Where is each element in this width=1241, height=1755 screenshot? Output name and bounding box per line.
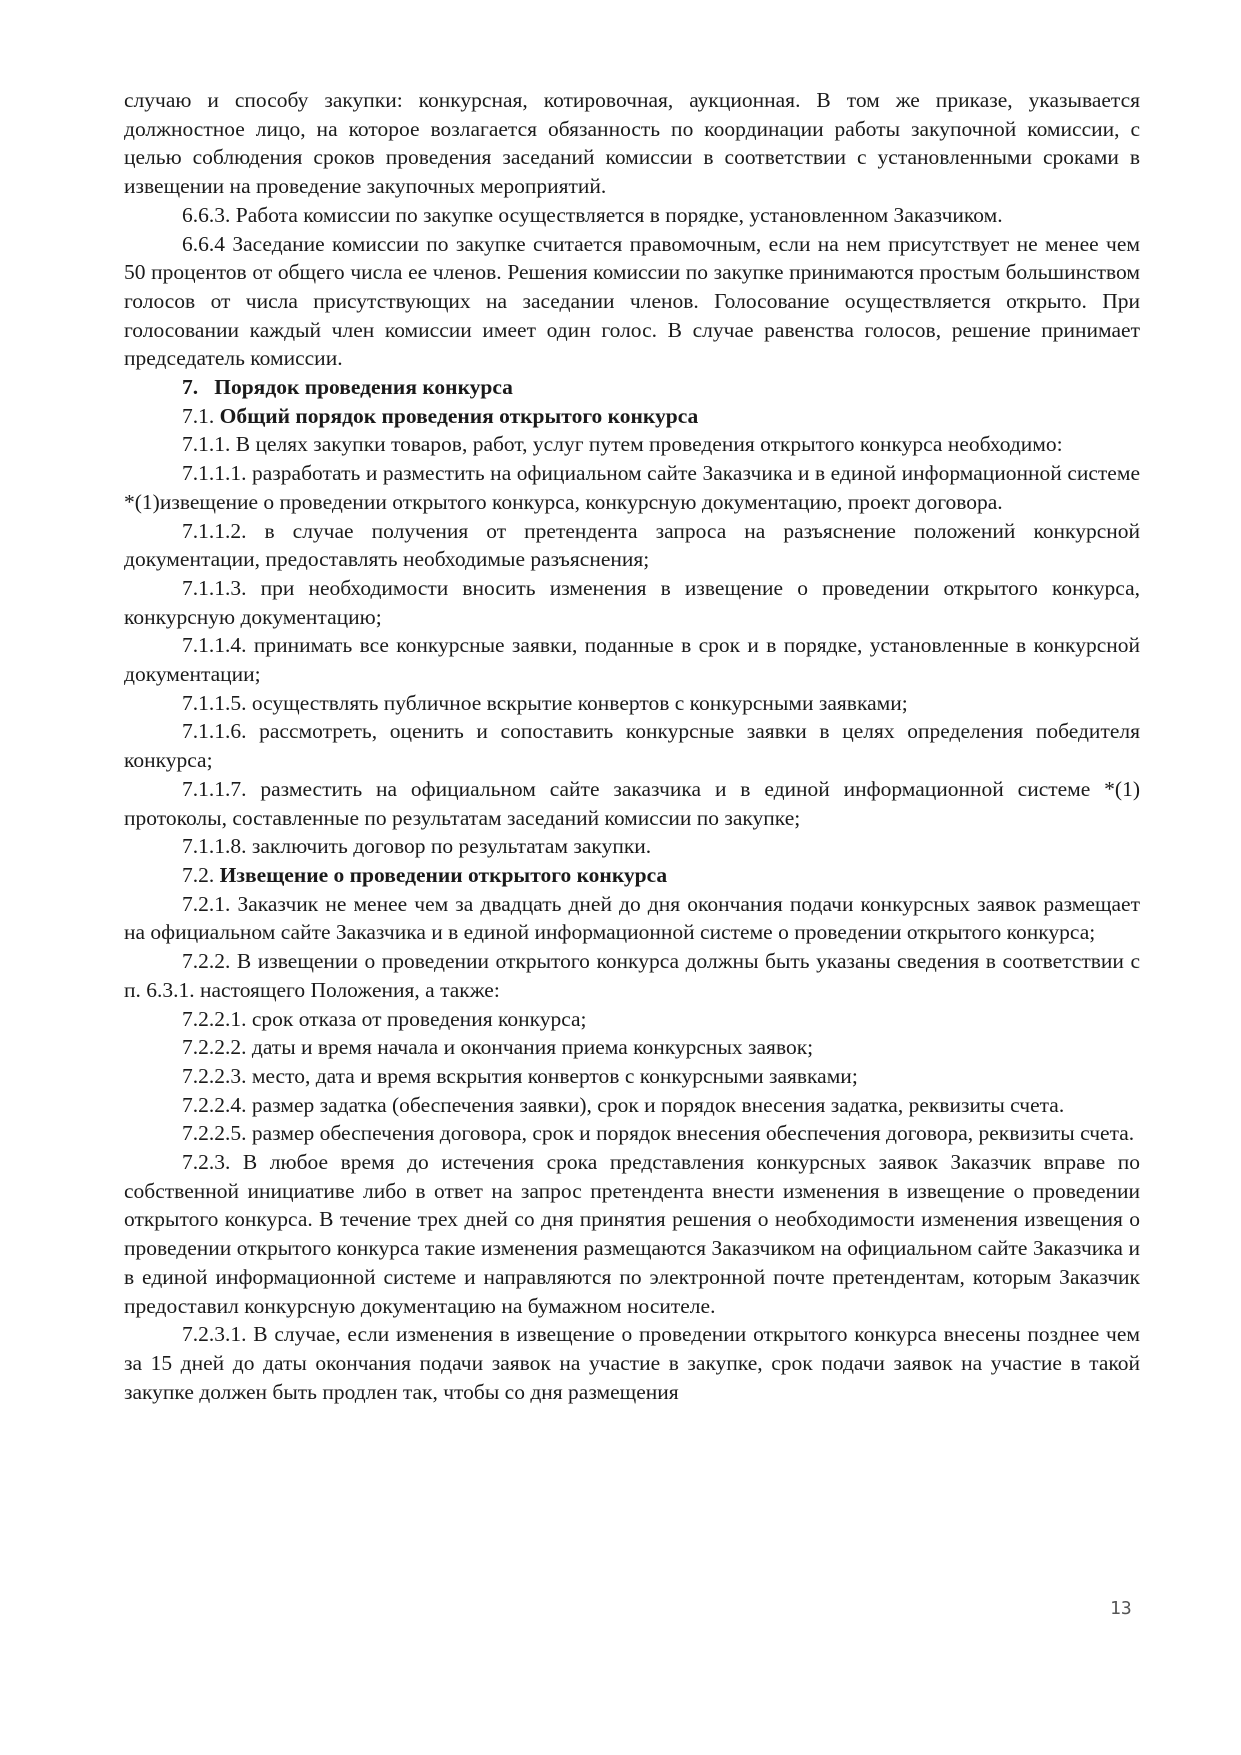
subsection-heading-7-1 xyxy=(124,402,1140,431)
subsection-number: 7.2. xyxy=(182,862,215,887)
paragraph-6-6-3: 6.6.3. Работа комиссии по закупке осуществляется в порядке, установленном Заказчиком. xyxy=(182,202,1003,227)
paragraph-7-2-2-1: 7.2.2.1. срок отказа от проведения конкурса; xyxy=(182,1006,587,1031)
paragraph-7-1-1-1: 7.1.1.1. разработать и разместить на официальном сайте Заказчика и в единой информационной системе *(1)извещение о проведении открытого конкурса, конкурсную документацию, проект договора. xyxy=(124,461,1140,514)
paragraph-6-6-4: 6.6.4 Заседание комиссии по закупке считается правомочным, если на нем присутствует не менее чем 50 процентов от общего числа ее членов. Решения комиссии по закупке принимаются простым большинством голосов от числа присутствующих на заседании членов. Голосование осуществляется открыто. При голосовании каждый член комиссии имеет один голос. В случае равенства голосов, решение принимает председатель комиссии. xyxy=(124,231,1140,371)
paragraph-7-1-1-7: 7.1.1.7. разместить на официальном сайте заказчика и в единой информационной системе *(1) протоколы, составленные по результатам заседаний комиссии по закупке; xyxy=(124,776,1140,830)
document-page xyxy=(124,86,1140,1406)
paragraph-7-1-1: 7.1.1. В целях закупки товаров, работ, услуг путем проведения открытого конкурса необходимо: xyxy=(182,432,1063,457)
paragraph-7-2-2: 7.2.2. В извещении о проведении открытого конкурса должны быть указаны сведения в соответствии с п. 6.3.1. настоящего Положения, а также: xyxy=(124,949,1140,1002)
paragraph-7-2-2-3: 7.2.2.3. место, дата и время вскрытия конвертов с конкурсными заявками; xyxy=(182,1063,858,1088)
paragraph-7-1-1-2: 7.1.1.2. в случае получения от претендента запроса на разъяснение положений конкурсной документации, предоставлять необходимые разъяснения; xyxy=(124,518,1140,572)
paragraph-7-1-1-5: 7.1.1.5. осуществлять публичное вскрытие конвертов с конкурсными заявками; xyxy=(182,690,908,715)
subsection-title: Общий порядок проведения открытого конкурса xyxy=(219,403,699,428)
paragraph-7-2-2-5: 7.2.2.5. размер обеспечения договора, срок и порядок внесения обеспечения договора, реквизиты счета. xyxy=(182,1121,1135,1146)
paragraph-7-1-1-3: 7.1.1.3. при необходимости вносить изменения в извещение о проведении открытого конкурса, конкурсную документацию; xyxy=(124,575,1140,629)
page-number: 13 xyxy=(1110,1598,1132,1619)
section-heading-7 xyxy=(124,373,1140,402)
paragraph-7-2-2-4: 7.2.2.4. размер задатка (обеспечения заявки), срок и порядок внесения задатка, реквизиты счета. xyxy=(182,1092,1065,1117)
paragraph-7-2-3-1: 7.2.3.1. В случае, если изменения в извещение о проведении открытого конкурса внесены позднее чем за 15 дней до даты окончания подачи заявок на участие в закупке, срок подачи заявок на участие в такой закупке должен быть продлен так, чтобы со дня размещения xyxy=(124,1322,1140,1404)
paragraph-7-1-1-4: 7.1.1.4. принимать все конкурсные заявки, поданные в срок и в порядке, установленные в конкурсной документации; xyxy=(124,633,1140,687)
section-number: 7. xyxy=(182,375,199,400)
paragraph-7-2-1: 7.2.1. Заказчик не менее чем за двадцать дней до дня окончания подачи конкурсных заявок размещает на официальном сайте Заказчика и в единой информационной системе о проведении открытого конкурса; xyxy=(124,891,1140,945)
paragraph-7-1-1-8: 7.1.1.8. заключить договор по результатам закупки. xyxy=(182,834,652,859)
paragraph-7-2-3: 7.2.3. В любое время до истечения срока представления конкурсных заявок Заказчик вправе по собственной инициативе либо в ответ на запрос претендента внести изменения в извещение о проведении открытого конкурса. В течение трех дней со дня принятия решения о необходимости изменения извещения о проведении открытого конкурса такие изменения размещаются Заказчиком на официальном сайте Заказчика и в единой информационной системе и направляются по электронной почте претендентам, которым Заказчик предоставил конкурсную документацию на бумажном носителе. xyxy=(124,1150,1140,1318)
subsection-number: 7.1. xyxy=(182,403,215,428)
paragraph-7-1-1-6: 7.1.1.6. рассмотреть, оценить и сопоставить конкурсные заявки в целях определения победителя конкурса; xyxy=(124,719,1140,773)
subsection-title: Извещение о проведении открытого конкурса xyxy=(219,862,668,887)
subsection-heading-7-2 xyxy=(124,861,1140,890)
paragraph-7-2-2-2: 7.2.2.2. даты и время начала и окончания приема конкурсных заявок; xyxy=(182,1035,814,1060)
paragraph-intro: случаю и способу закупки: конкурсная, котировочная, аукционная. В том же приказе, указывается должностное лицо, на которое возлагается обязанность по координации работы закупочной комиссии, с целью соблюдения сроков проведения заседаний комиссии в соответствии с установленными сроками в извещении на проведение закупочных мероприятий. xyxy=(124,88,1140,199)
section-title: Порядок проведения конкурса xyxy=(214,375,513,400)
